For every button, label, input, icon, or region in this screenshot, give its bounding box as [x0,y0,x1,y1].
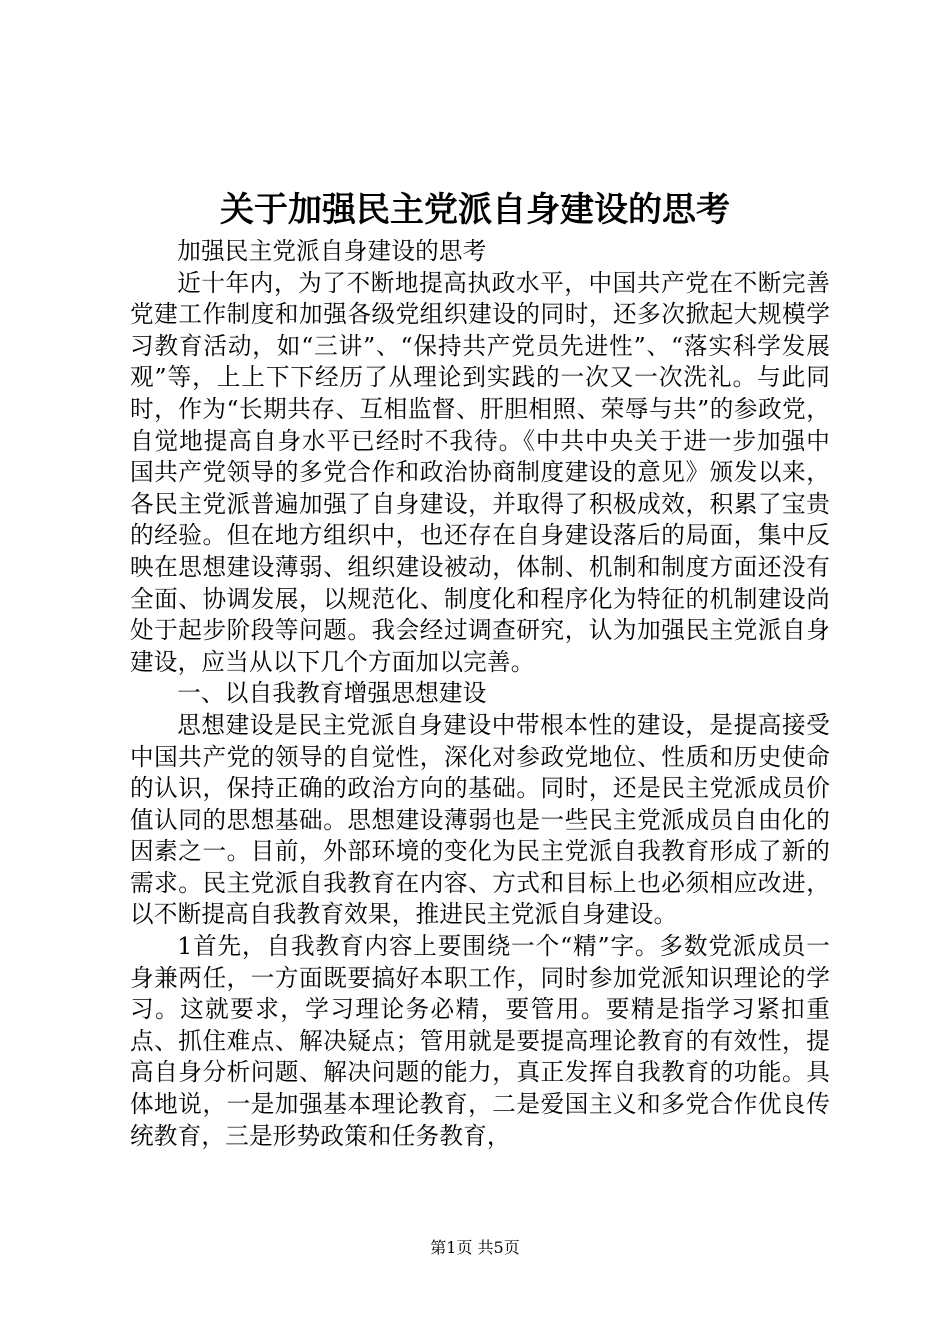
section-heading: 一、以自我教育增强思想建设 [177,679,487,708]
paragraph-subtitle: 加强民主党派自身建设的思考 [177,237,487,265]
document-title: 关于加强民主党派自身建设的思考 [220,190,730,230]
page-footer: 第1页 共5页 [430,1238,520,1257]
paragraph-point-one: 1首先，自我教育内容上要围绕一个“精”字。多数党派成员一身兼两任，一方面既要搞好本职工作，同时参加党派知识理论的学习。这就要求，学习理论务必精，要管用。要精是指学习紧扣重点、抓住难点、解决疑点；管用就是要提高理论教育的有效性，提高自身分析问题、解决问题的能力，真正发挥自我教育的功能。具体地说，一是加强基本理论教育，二是爱国主义和多党合作优良传统教育，三是形势政策和任务教育， [130,932,830,1150]
paragraph-intro: 近十年内，为了不断地提高执政水平，中国共产党在不断完善党建工作制度和加强各级党组织建设的同时，还多次掀起大规模学习教育活动，如“三讲”、“保持共产党员先进性”、“落实科学发展观”等，上上下下经历了从理论到实践的一次又一次洗礼。与此同时，作为“长期共存、互相监督、肝胆相照、荣辱与共”的参政党，自觉地提高自身水平已经时不我待。《中共中央关于进一步加强中国共产党领导的多党合作和政治协商制度建设的意见》颁发以来，各民主党派普遍加强了自身建设，并取得了积极成效，积累了宝贵的经验。但在地方组织中，也还存在自身建设落后的局面，集中反映在思想建设薄弱、组织建设被动，体制、机制和制度方面还没有全面、协调发展，以规范化、制度化和程序化为特征的机制建设尚处于起步阶段等问题。我会经过调查研究，认为加强民主党派自身建设，应当从以下几个方面加以完善。 [130,268,830,676]
document-body [130,236,830,1152]
paragraph-thought-building: 思想建设是民主党派自身建设中带根本性的建设，是提高接受中国共产党的领导的自觉性，深化对参政党地位、性质和历史使命的认识，保持正确的政治方向的基础。同时，还是民主党派成员价值认同的思想基础。思想建设薄弱也是一些民主党派成员自由化的因素之一。目前，外部环境的变化为民主党派自我教育形成了新的需求。民主党派自我教育在内容、方式和目标上也必须相应改进，以不断提高自我教育效果，推进民主党派自身建设。 [130,710,830,929]
